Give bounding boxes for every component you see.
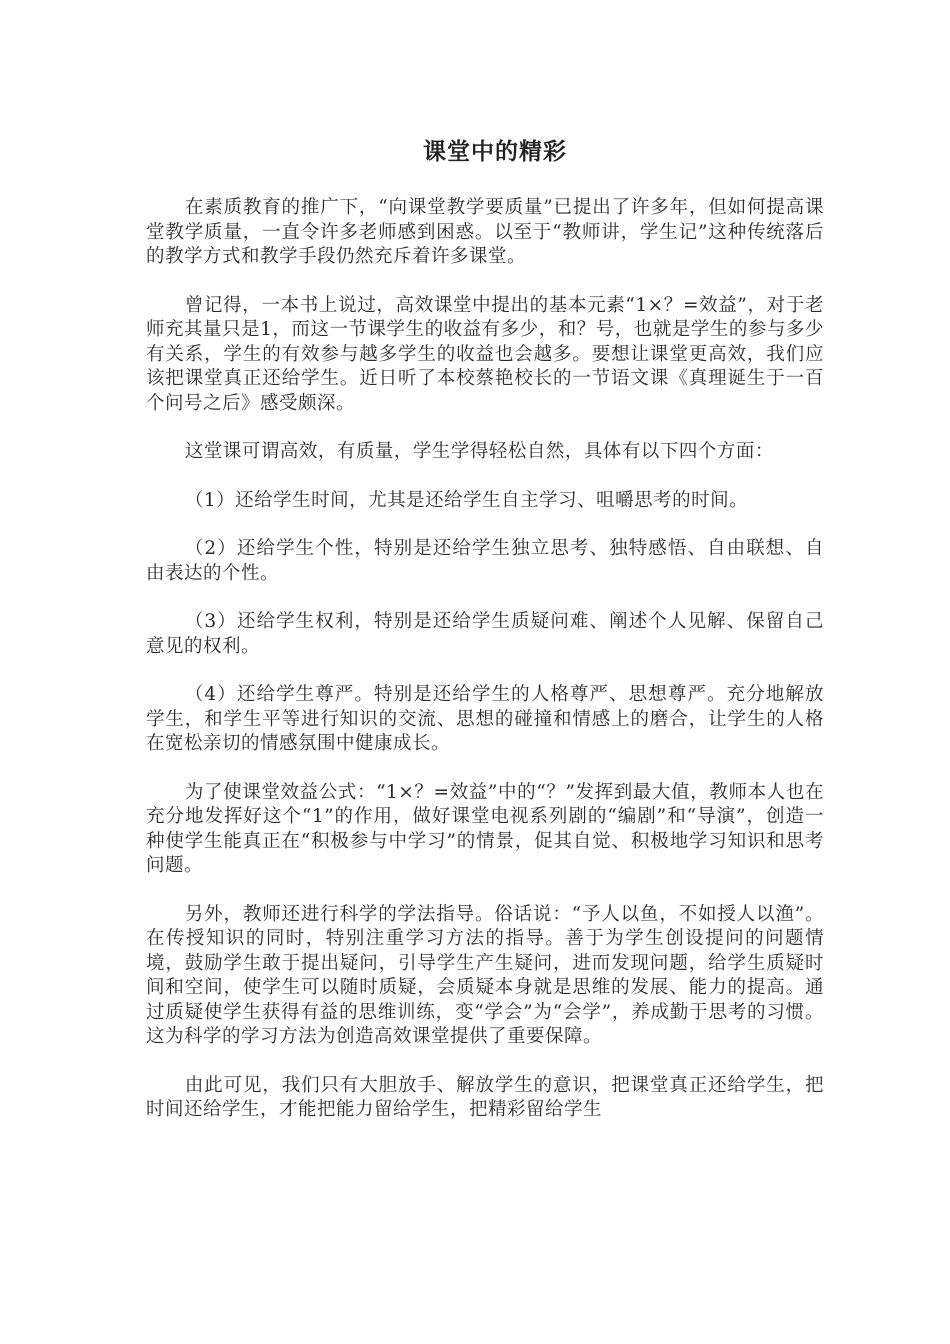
list-item-dignity: （4）还给学生尊严。特别是还给学生的人格尊严、思想尊严。充分地解放学生，和学生平等进行知识的交流、思想的碰撞和情感上的磨合，让学生的人格在宽松亲切的情感氛围中健康成长。: [146, 684, 824, 754]
paragraph-summary: 这堂课可谓高效，有质量，学生学得轻松自然，具体有以下四个方面：: [184, 441, 774, 462]
list-item-personality: （2）还给学生个性，特别是还给学生独立思考、独特感悟、自由联想、自由表达的个性。: [146, 538, 824, 584]
paragraph-conclusion: 由此可见，我们只有大胆放手、解放学生的意识，把课堂真正还给学生，把时间还给学生，才能把能力留给学生，把精彩留给学生: [146, 1074, 824, 1120]
paragraph-teacher-role: 为了使课堂效益公式：“1×？=效益”中的“？”发挥到最大值，教师本人也在充分地发挥好这个“1”的作用，做好课堂电视系列剧的“编剧”和“导演”，创造一种使学生能真正在“积极参与中学习”的情景，促其自觉、积极地学习知识和思考问题。: [146, 781, 824, 876]
document-body: [146, 196, 824, 1147]
paragraph-learning-method: 另外，教师还进行科学的学法指导。俗话说：“予人以鱼，不如授人以渔”。在传授知识的同时，特别注重学习方法的指导。善于为学生创设提问的问题情境，鼓励学生敢于提出疑问，引导学生产生疑问，进而发现问题，给学生质疑时间和空间，使学生可以随时质疑，会质疑本身就是思维的发展、能力的提高。通过质疑使学生获得有益的思维训练，变“学会”为“会学”，养成勤于思考的习惯。这为科学的学习方法为创造高效课堂提供了重要保障。: [146, 903, 824, 1047]
paragraph-formula: 曾记得，一本书上说过，高效课堂中提出的基本元素“1×？=效益”，对于老师充其量只是1，而这一节课学生的收益有多少，和？号，也就是学生的参与多少有关系，学生的有效参与越多学生的收益也会越多。要想让课堂更高效，我们应该把课堂真正还给学生。近日听了本校蔡艳校长的一节语文课《真理诞生于一百个问号之后》感受颇深。: [146, 294, 824, 414]
list-item-time: （1）还给学生时间，尤其是还给学生自主学习、咀嚼思考的时间。: [184, 489, 749, 511]
document-title: 课堂中的精彩: [423, 139, 567, 165]
paragraph-intro: 在素质教育的推广下，“向课堂教学要质量”已提出了许多年，但如何提高课堂教学质量，一直令许多老师感到困惑。以至于“教师讲，学生记”这种传统落后的教学方式和教学手段仍然充斥着许多课堂。: [146, 197, 824, 267]
list-item-rights: （3）还给学生权利，特别是还给学生质疑问难、阐述个人见解、保留自己意见的权利。: [146, 611, 824, 657]
